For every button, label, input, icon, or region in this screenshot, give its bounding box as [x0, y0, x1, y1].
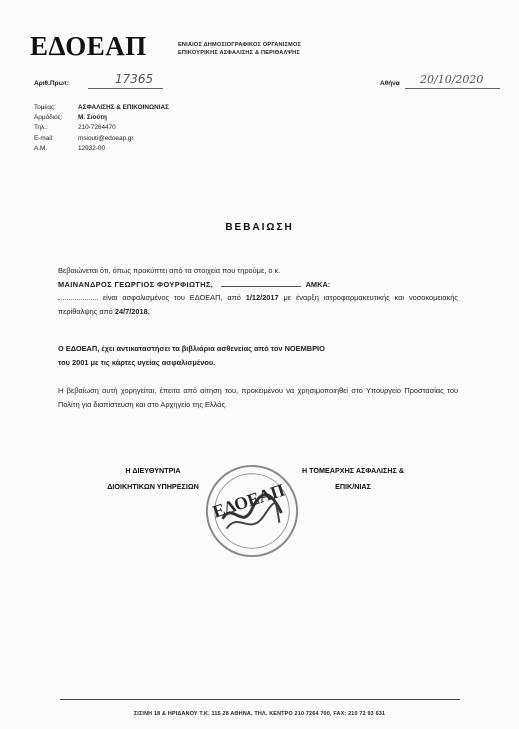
contact-row-responsible [34, 113, 169, 123]
text: Βεβαιώνεται ότι, όπως προκύπτει από τα στοιχεία που τηρούμε, ο κ. [58, 266, 281, 275]
insured-name: ΜΑΙΝΑΝΔΡΟΣ ΓΕΩΡΓΙΟΣ ΦΟΥΡΦΙΩΤΗΣ, [58, 279, 214, 289]
contact-key: Τομέας: [34, 104, 56, 111]
organization-logo: ΕΔΟΕΑΠ [30, 31, 147, 61]
contact-row-am [34, 144, 169, 154]
contact-value: 210-7264470 [78, 124, 116, 132]
contact-key: Τηλ.: [34, 124, 48, 132]
protocol-number: 17365 [115, 72, 154, 86]
protocol-underline [88, 88, 163, 89]
text: του [58, 357, 70, 367]
contact-value: ΑΣΦΑΛΙΣΗΣ & ΕΠΙΚΟΙΝΩΝΙΑΣ [78, 104, 169, 111]
contact-key: Αρμόδιος: [34, 114, 63, 122]
organization-name-line2: ΕΠΙΚΟΥΡΙΚΗΣ ΑΣΦΑΛΙΣΗΣ & ΠΕΡΙΘΑΛΨΗΣ [178, 50, 300, 56]
date-label: Αθήνα [380, 80, 400, 87]
text: με τις κάρτες υγείας ασφαλισμένου. [90, 357, 216, 367]
contact-info [34, 103, 169, 154]
contact-row-phone [34, 123, 169, 133]
replacement-year: 2001 [71, 357, 89, 367]
redacted-field [221, 278, 301, 287]
amka-label: ΑΜΚΑ: [305, 279, 331, 289]
insurance-start-date: 1/12/2017 [245, 293, 279, 303]
contact-key: Α.Μ. [34, 144, 48, 152]
contact-key: E-mail: [34, 134, 54, 142]
organization-name-line1: ΕΝΙΑΙΟΣ ΔΗΜΟΣΙΟΓΡΑΦΙΚΟΣ ΟΡΓΑΝΙΣΜΟΣ [178, 42, 302, 48]
replacement-month: ΝΟΕΜΒΡΙΟ [284, 344, 325, 353]
footer-divider [60, 699, 460, 700]
contact-value: msiouti@edoeap.gr [78, 134, 134, 142]
coverage-start-date: 24/7/2018. [114, 307, 150, 317]
date-underline [405, 88, 500, 89]
contact-row-email [34, 134, 169, 144]
signer-department: ΔΙΟΙΚΗΤΙΚΩΝ ΥΠΗΡΕΣΙΩΝ [107, 482, 199, 491]
signature-right [268, 463, 438, 495]
paragraph-health-card [58, 342, 458, 369]
contact-row-sector [34, 103, 169, 113]
signer-department: ΕΠΙΚ/ΝΙΑΣ [335, 482, 371, 491]
contact-value: 12932-00 [78, 144, 106, 152]
footer-address: ΣΙΣΙΝΗ 18 & ΗΡΙΔΑΝΟΥ Τ.Κ. 115 28 ΑΘΗΝΑ, ΤΗΛ. ΚΕΝΤΡΟ 210 7264 700, FAX: 210 72 93 631 [133, 711, 386, 717]
text: είναι ασφαλισμένος του ΕΔΟΕΑΠ, από [102, 293, 241, 303]
signer-title: Η ΤΟΜΕΑΡΧΗΣ ΑΣΦΑΛΙΣΗΣ & [301, 466, 405, 475]
paragraph-purpose: Η βεβαίωση αυτή χορηγείται, έπειτα από αίτηση του, προκειμένου να χρησιμοποιηθεί στο Υπουργείο Προστασίας του Πολίτη για διαπίστευση και στο Αρχηγείο της Ελλάς. [58, 386, 458, 409]
protocol-label: Αριθ.Πρωτ: [34, 80, 69, 87]
organization-name [178, 41, 301, 57]
text: με έναρξη ιατροφαρμακευτικής και νοσοκομειακής περίθαλψης από [58, 293, 458, 317]
document-date: 20/10/2020 [420, 73, 484, 86]
document-title: ΒΕΒΑΙΩΣΗ [225, 222, 294, 233]
redacted-field [58, 293, 98, 300]
text: Ο ΕΔΟΕΑΠ, έχει αντικαταστήσει τα βιβλιάρια ασθενείας από τον [58, 344, 283, 353]
contact-value: Μ. Σιούτη [78, 114, 107, 122]
paragraph-insured-status [58, 264, 458, 319]
signer-title: Η ΔΙΕΥΘΥΝΤΡΙΑ [125, 466, 181, 475]
stamp-text: ΕΔΟΕΑΠ [210, 479, 288, 522]
